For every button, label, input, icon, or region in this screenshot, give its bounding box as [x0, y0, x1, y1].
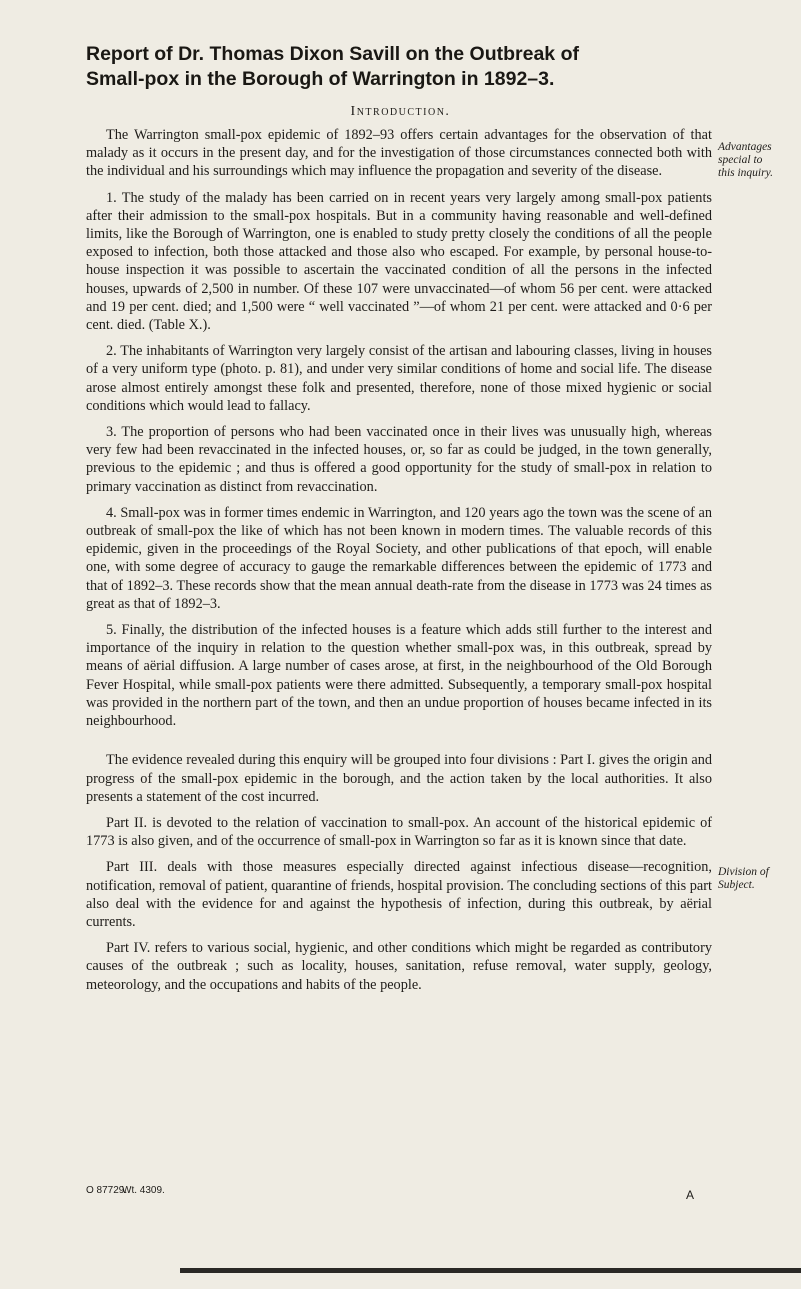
margin-note-advantages — [718, 141, 800, 180]
margin-note-line: this inquiry. — [718, 167, 773, 179]
body-text — [86, 126, 712, 1002]
print-weight: Wt. 4309. — [122, 1185, 165, 1196]
paragraph-divisions: The evidence revealed during this enquiry will be grouped into four divisions : Part I. gives the origin and progress of the small-pox epidemic in the borough, and the action taken by the local authorities. It also presents a statement of the cost incurred. — [86, 752, 712, 805]
paragraph-part-2: Part II. is devoted to the relation of vaccination to small-pox. An account of the historical epidemic of 1773 is also given, and of the occurrence of small-pox in Warrington so far as it is known since that date. — [86, 814, 712, 850]
paragraph-part-3: Part III. deals with those measures especially directed against infectious disease—recognition, notification, removal of patient, quarantine of friends, hospital provision. The concluding sections of this part also deal with the evidence for and against the hypothesis of infection, during this outbreak, by aërial currents. — [86, 859, 712, 930]
paragraph-4: 4. Small-pox was in former times endemic in Warrington, and 120 years ago the town was the scene of an outbreak of small-pox the like of which has not been known in modern times. The valuable records of this epidemic, given in the proceedings of the Royal Society, and other publications of that epoch, will enable one, with some degree of accuracy to gauge the remarkable differences between the epidemic of 1773 and that of 1892–3. These records show that the mean annual death-rate from the disease in 1773 was 24 times as great as that of 1892–3. — [86, 504, 712, 612]
report-title — [86, 42, 726, 92]
margin-note-line: Division of — [718, 866, 769, 878]
title-line-2: Small-pox in the Borough of Warrington in 1892–3. — [86, 68, 555, 90]
paragraph-2: 2. The inhabitants of Warrington very largely consist of the artisan and labouring classes, living in houses of a very uniform type (photo. p. 81), and under very similar conditions of home and social life. The disease arose almost entirely amongst these folk and presented, therefore, none of those mixed hygienic or social conditions which would lead to fallacy. — [86, 343, 712, 414]
title-line-1: Report of Dr. Thomas Dixon Savill on the Outbreak of — [86, 43, 579, 65]
section-heading: Introduction. — [350, 104, 451, 119]
paragraph-part-4: Part IV. refers to various social, hygienic, and other conditions which might be regarded as contributory causes of the outbreak ; such as locality, houses, sanitation, refuse removal, water supply, geology, meteorology, and the occupations and habits of the people. — [86, 940, 712, 993]
margin-note-line: Advantages — [718, 141, 772, 153]
signature-mark: A — [686, 1188, 695, 1202]
bottom-rule — [180, 1268, 801, 1273]
paragraph-3: 3. The proportion of persons who had been vaccinated once in their lives was unusually high, whereas very few had been revaccinated in the infected houses, or, so far as could be judged, in the town generally, previous to the epidemic ; and thus is offered a good opportunity for the study of small-pox in relation to primary vaccination as distinct from revaccination. — [86, 424, 712, 495]
margin-note-division — [718, 866, 800, 892]
print-code: O 87729. — [86, 1185, 128, 1196]
paragraph-intro: The Warrington small-pox epidemic of 1892–93 offers certain advantages for the observation of that malady as it occurs in the present day, and for the investigation of those circumstances connected both with the individual and his surroundings which may influence the propagation and severity of the disease. — [86, 127, 712, 180]
paragraph-5: 5. Finally, the distribution of the infected houses is a feature which adds still further to the interest and importance of the inquiry in relation to the question whether small-pox was, in this outbreak, spread by means of aërial diffusion. A large number of cases arose, at first, in the neighbourhood of the Old Borough Fever Hospital, while small-pox patients were there admitted. Subsequently, a temporary small-pox hospital was provided in the northern part of the town, and then an undue proportion of houses became infected in its neighbourhood. — [86, 622, 712, 730]
margin-note-line: Subject. — [718, 879, 755, 891]
paragraph-1: 1. The study of the malady has been carried on in recent years very largely among small-pox patients after their admission to the small-pox hospitals. But in a community having reasonable and well-defined limits, like the Borough of Warrington, one is enabled to study pretty closely the conditions of all the people exposed to infection, both those attacked and those also who escaped. For example, by personal house-to-house inspection it was possible to ascertain the vaccinated condition of all the persons in the infected houses, upwards of 2,500 in number. Of these 107 were unvaccinated—of whom 56 per cent. were attacked and 19 per cent. died; and 1,500 were “ well vaccinated ”—of whom 21 per cent. were attacked and 0·6 per cent. died. (Table X.). — [86, 189, 712, 334]
margin-note-line: special to — [718, 154, 763, 166]
